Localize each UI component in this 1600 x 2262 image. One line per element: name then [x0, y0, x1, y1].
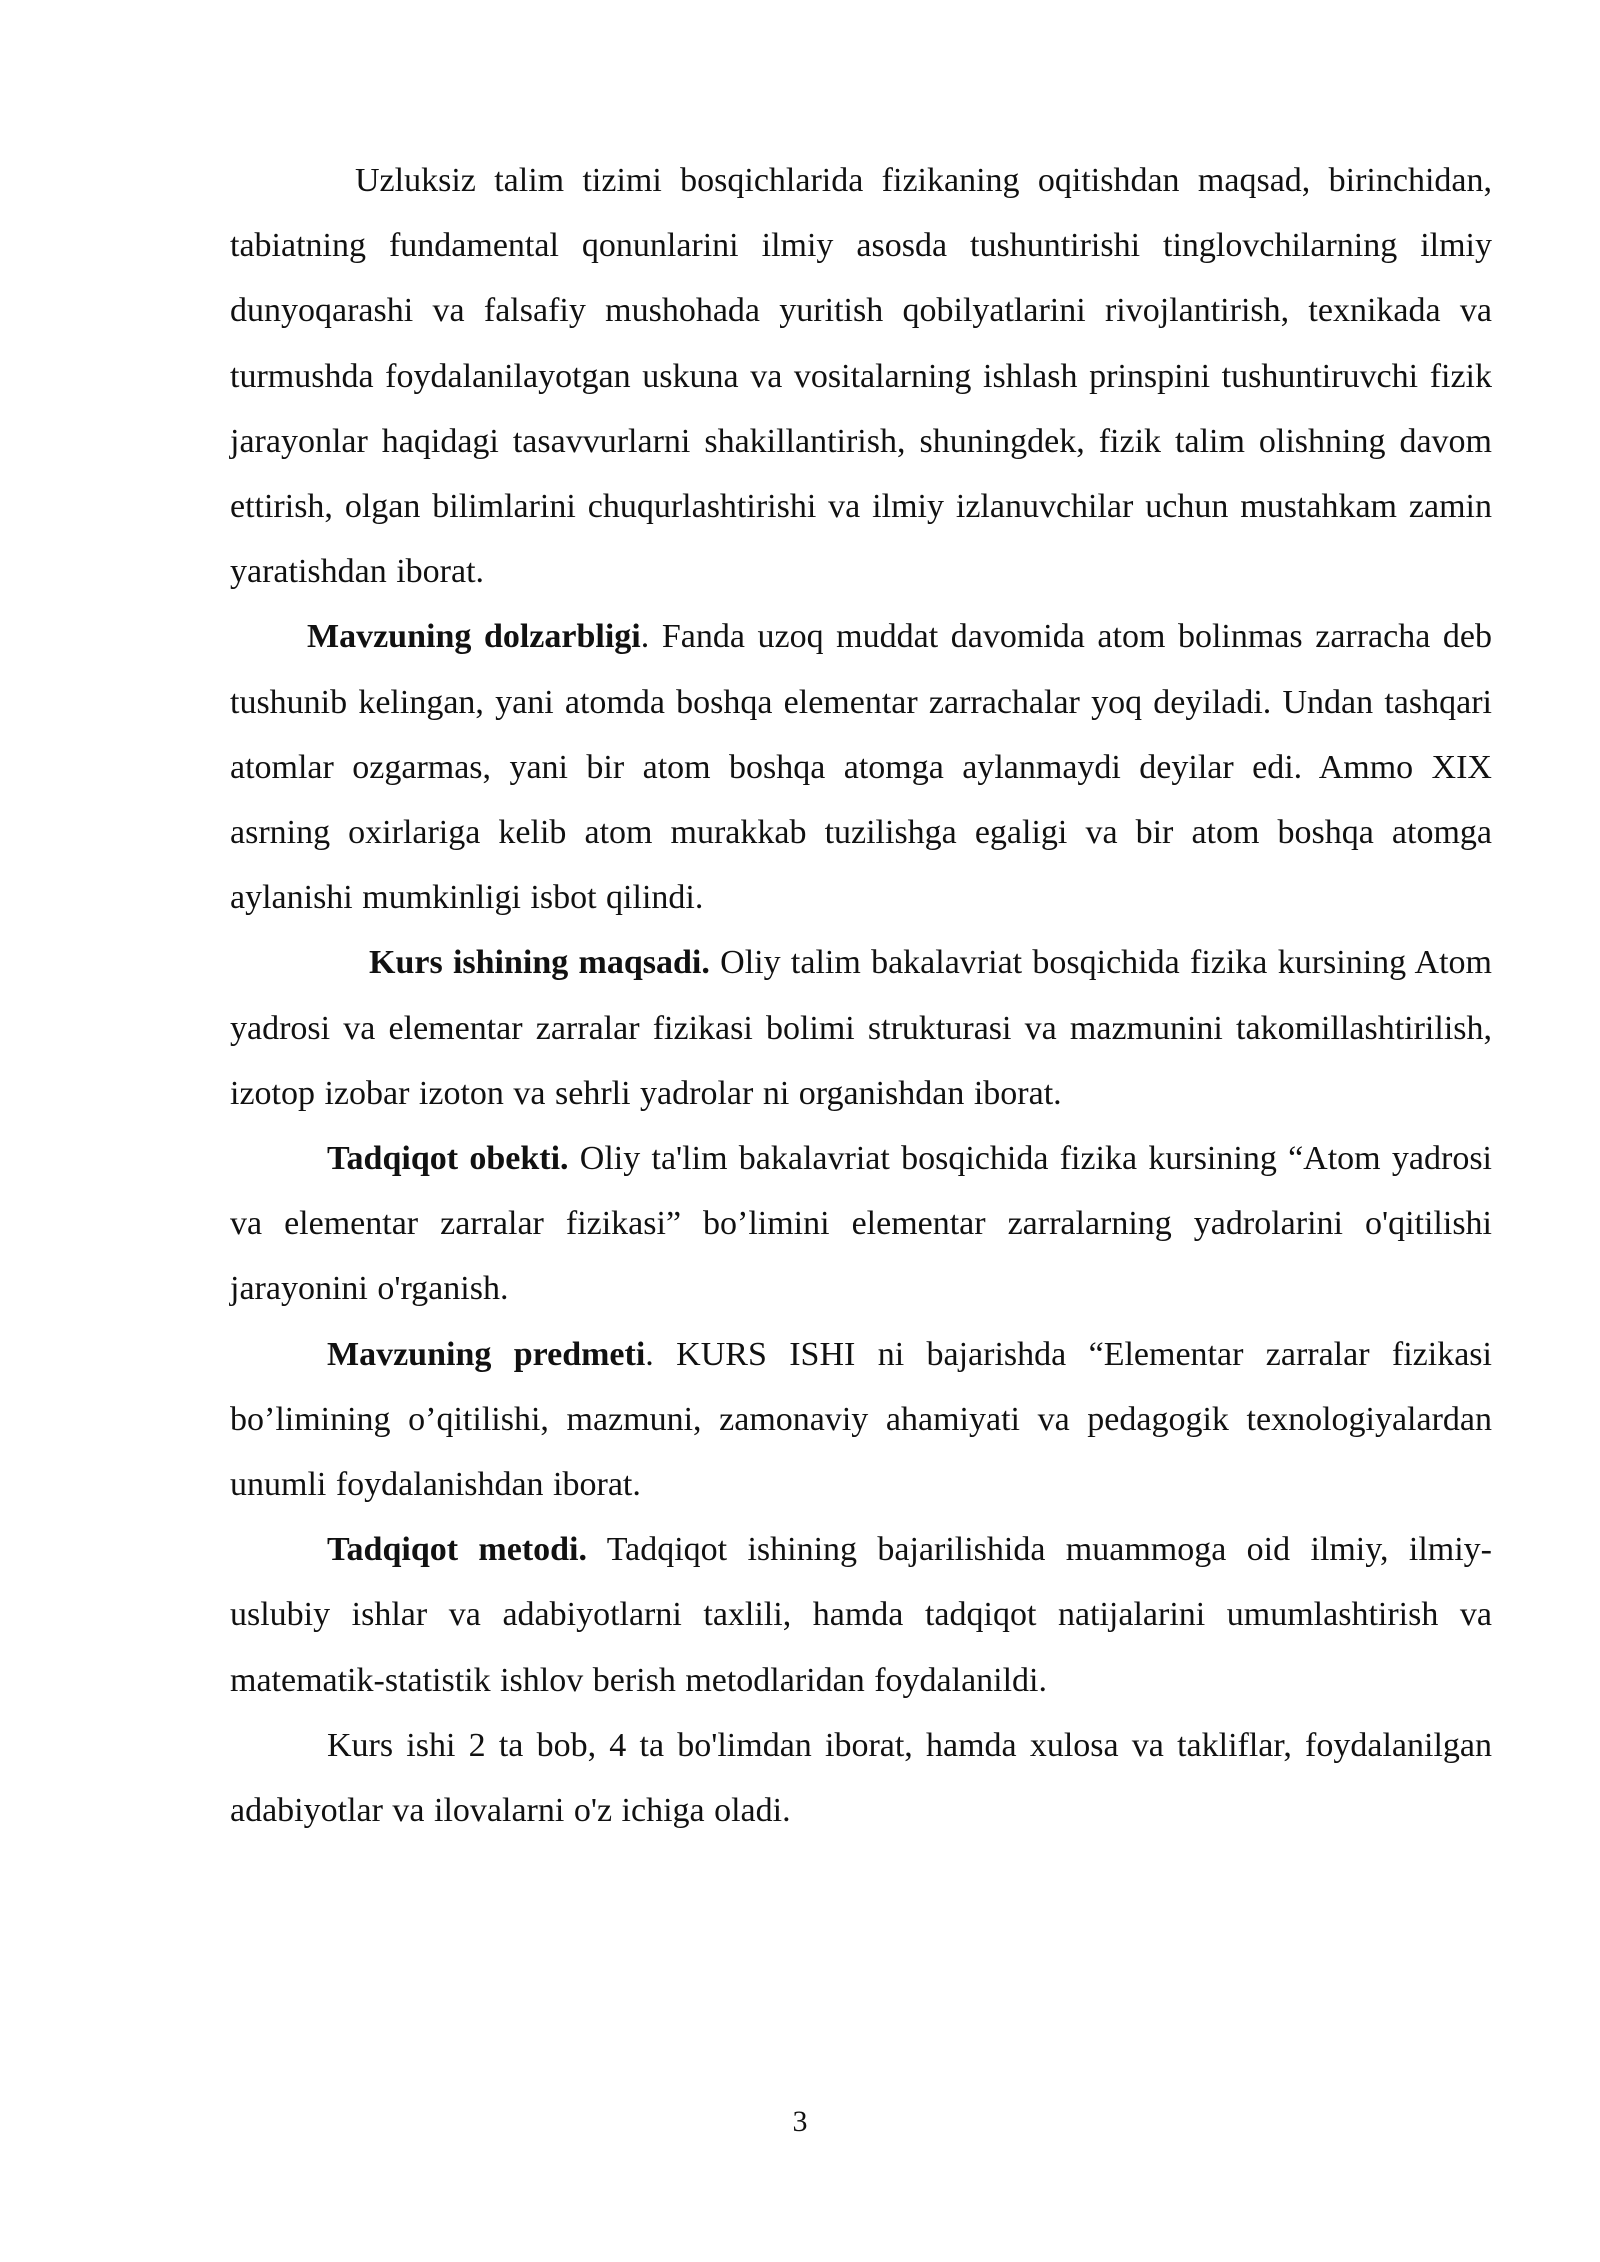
subject-paragraph	[230, 1322, 1492, 1518]
method-paragraph	[230, 1517, 1492, 1713]
goal-paragraph	[230, 930, 1492, 1126]
paragraph-text: . KURS ISHI ni bajarishda “Elementar zarralar fizikasi bo’limining o’qitilishi, mazmuni, zamonaviy ahamiyati va pedagogik texnologiyalardan unumli foydalanishdan iborat.	[230, 1335, 1492, 1504]
paragraph-heading: Tadqiqot metodi.	[327, 1531, 587, 1569]
structure-paragraph	[230, 1713, 1492, 1843]
object-paragraph	[230, 1126, 1492, 1322]
paragraph-heading: Tadqiqot obekti.	[327, 1140, 569, 1178]
intro-paragraph	[230, 148, 1492, 604]
paragraph-heading: Mavzuning predmeti	[327, 1335, 646, 1373]
document-page	[230, 148, 1492, 1843]
paragraph-text: Uzluksiz talim tizimi bosqichlarida fizikaning oqitishdan maqsad, birinchidan, tabiatning fundamental qonunlarini ilmiy asosda tushuntirishi tinglovchilarning ilmiy dunyoqarashi va falsafiy mushohada yuritish qobilyatlarini rivojlantirish, texnikada va turmushda foydalanilayotgan uskuna va vositalarning ishlash prinspini tushuntiruvchi fizik jarayonlar haqidagi tasavvurlarni shakillantirish, shuningdek, fizik talim olishning davom ettirish, olgan bilimlarini chuqurlashtirishi va ilmiy izlanuvchilar uchun mustahkam zamin yaratishdan iborat.	[230, 162, 1492, 591]
paragraph-text: . Fanda uzoq muddat davomida atom bolinmas zarracha deb tushunib kelingan, yani atomda boshqa elementar zarrachalar yoq deyiladi. Undan tashqari atomlar ozgarmas, yani bir atom boshqa atomga aylanmaydi deyilar edi. Ammo XIX asrning oxirlariga kelib atom murakkab tuzilishga egaligi va bir atom boshqa atomga aylanishi mumkinligi isbot qilindi.	[230, 618, 1493, 917]
paragraph-text: Oliy talim bakalavriat bosqichida fizika kursining Atom yadrosi va elementar zarralar fizikasi bolimi strukturasi va mazmunini takomillashtirilish, izotop izobar izoton va sehrli yadrolar ni organishdan iborat.	[230, 944, 1492, 1112]
paragraph-heading: Mavzuning dolzarbligi	[307, 618, 641, 656]
page-number: 3	[792, 2105, 808, 2138]
paragraph-text: Kurs ishi 2 ta bob, 4 ta bo'limdan iborat, hamda xulosa va takliflar, foydalanilgan adabiyotlar va ilovalarni o'z ichiga oladi.	[230, 1726, 1492, 1830]
paragraph-text: Tadqiqot ishining bajarilishida muammoga oid ilmiy, ilmiy-uslubiy ishlar va adabiyotlarni taxlili, hamda tadqiqot natijalarini umumlashtirish va matematik-statistik ishlov berish metodlaridan foydalanildi.	[230, 1531, 1492, 1699]
paragraph-text: Oliy ta'lim bakalavriat bosqichida fizika kursining “Atom yadrosi va elementar zarralar fizikasi” bo’limini elementar zarralarning yadrolarini o'qitilishi jarayonini o'rganish.	[230, 1140, 1493, 1308]
paragraph-heading: Kurs ishining maqsadi.	[369, 944, 710, 982]
relevance-paragraph	[230, 604, 1492, 930]
